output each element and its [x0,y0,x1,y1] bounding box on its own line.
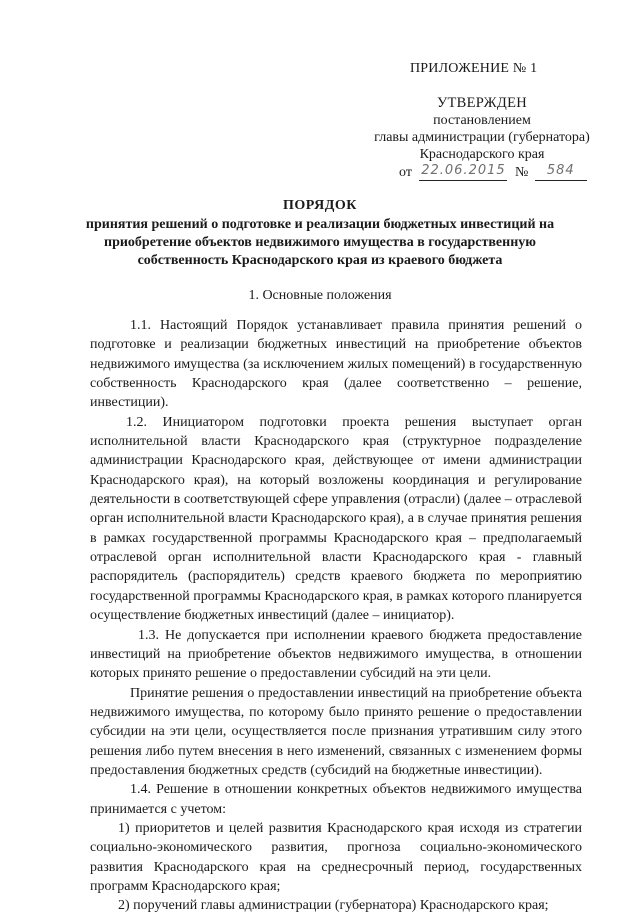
paragraph-1-3-cont: Принятие решения о предоставлении инвестиций на приобретение объекта недвижимого имущества, по которому было принято решение о предоставлении субсидии на эти цели, осуществляется после признания утратившим силу этого решения либо путем внесения в него изменений, связанных с изменением формы предоставления бюджетных средств (субсидий на бюджетные инвестиции). [90,685,582,778]
number-label: № [514,165,529,180]
approval-block [352,95,612,163]
handwritten-number: 584 [535,162,587,181]
document-body [90,316,582,916]
approved-by-line-2: главы администрации (губернатора) [374,130,590,145]
approved-by-line-1: постановлением [433,113,531,128]
title-line-2: принятия решений о подготовке и реализации бюджетных инвестиций на [85,217,555,232]
list-item-2: 2) поручений главы администрации (губернатора) Краснодарского края; [118,898,549,914]
document-title [64,197,576,270]
title-line-4: собственность Краснодарского края из краевого бюджета [137,253,503,268]
paragraph-1-1: 1.1. Настоящий Порядок устанавливает правила принятия решений о подготовке и реализации бюджетных инвестиций на приобретение объектов недвижимого имущества (за исключением жилых помещений) в государственную собственность Краснодарского края (далее соответственно – решение, инвестиции). [90,318,582,411]
title-line-1: ПОРЯДОК [283,198,357,213]
appendix-label: ПРИЛОЖЕНИЕ № 1 [410,61,538,76]
paragraph-1-2: 1.2. Инициатором подготовки проекта решения выступает орган исполнительной власти Краснодарского края (структурное подразделение администрации Краснодарского края, действующее от имени администрации Краснодарского края), на который возложены координация и регулирование деятельности в соответствующей сфере управления (отрасли) (далее – отраслевой орган исполнительной власти Краснодарского края), а в случае принятия решения в рамках государственной программы Краснодарского края – предполагаемый отраслевой орган исполнительной власти Краснодарского края - главный распорядитель (распорядитель) средств краевого бюджета по мероприятию государственной программы Краснодарского края, в рамках которого планируется осуществление бюджетных инвестиций (далее – инициатор). [90,414,582,624]
list-item-1: 1) приоритетов и целей развития Краснодарского края исходя из стратегии социально-экономического развития, прогноза социально-экономического развития Краснодарского края на среднесрочный период, государственных программ Краснодарского края; [90,820,582,894]
approved-by-line-3: Краснодарского края [419,147,545,162]
date-number-line [399,162,587,182]
section-heading: 1. Основные положения [248,288,392,303]
from-label: от [399,165,412,180]
paragraph-1-4: 1.4. Решение в отношении конкретных объектов недвижимого имущества принимается с учетом: [90,782,582,817]
title-line-3: приобретение объектов недвижимого имущества в государственную [104,235,536,250]
handwritten-date: 22.06.2015 [419,162,507,181]
approved-heading: УТВЕРЖДЕН [436,95,528,111]
paragraph-1-3: 1.3. Не допускается при исполнении краевого бюджета предоставление инвестиций на приобретение объектов недвижимого имущества, в отношении которых принято решение о предоставлении субсидий на эти цели. [90,627,582,682]
